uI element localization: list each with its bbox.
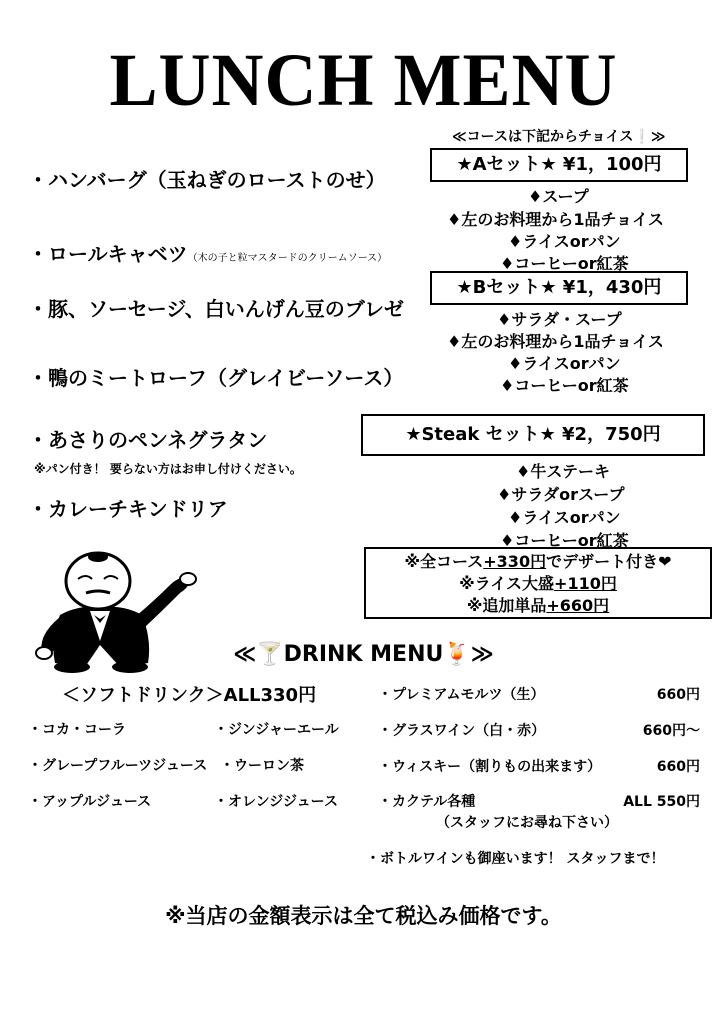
alcohol-item-name: ・プレミアムモルツ（生） [378, 687, 545, 703]
set-b-item: ♦左のお料理から1品チョイス [447, 332, 664, 351]
set-steak-title: ★Steak セット★ ¥2，750円 [361, 414, 705, 456]
set-b-item: ♦コーヒーor紅茶 [500, 376, 629, 395]
drink-menu-title: ≪🍸DRINK MENU🍹≫ [233, 642, 494, 667]
soft-drink-item: ・アップルジュース [28, 794, 152, 810]
dish-gratin: ・あさりのペンネグラタン [28, 428, 268, 452]
soft-drink-item: ・ジンジャーエール [214, 722, 339, 738]
set-b-item: ♦ライスorパン [508, 354, 621, 373]
set-b-title: ★Bセット★ ¥1，430円 [430, 271, 688, 305]
soft-drink-header: ＜ソフトドリンク＞ALL330円 [62, 685, 317, 706]
set-a-item: ♦コーヒーor紅茶 [500, 254, 629, 273]
alcohol-item-price: 660円～ [642, 723, 700, 739]
bottle-wine-note: ・ボトルワインも御座います！ スタッフまで！ [366, 851, 665, 867]
single-line: ※追加単品+660円 [466, 596, 610, 615]
cocktail-note: （スタッフにお尋ね下さい） [436, 815, 618, 831]
tax-note: ※当店の金額表示は全て税込み価格です。 [165, 904, 562, 928]
set-b-item: ♦サラダ・スープ [497, 310, 622, 329]
course-note: ≪コースは下記からチョイス❕≫ [452, 129, 666, 145]
dish-cabbage-roll: ・ロールキャベツ（木の子と粒マスタードのクリームソース） [28, 242, 388, 266]
soft-drink-item: ・コカ・コーラ [28, 722, 126, 738]
alcohol-item-price: 660円 [656, 759, 700, 775]
dish-doria: ・カレーチキンドリア [28, 497, 228, 521]
page-title: LUNCH MENU [109, 38, 618, 122]
set-steak-item: ♦ライスorパン [508, 508, 621, 527]
set-steak-item: ♦牛ステーキ [516, 462, 611, 481]
soft-drink-item: ・ウーロン茶 [220, 758, 304, 774]
bread-note: ※パン付き！ 要らない方はお申し付けください。 [34, 462, 302, 476]
dish-braise: ・豚、ソーセージ、白いんげん豆のブレゼ [28, 297, 404, 321]
soft-drink-item: ・オレンジジュース [214, 794, 338, 810]
alcohol-item-name: ・ウィスキー（割りもの出来ます） [378, 759, 602, 775]
extras-box [364, 547, 712, 619]
set-a-item: ♦ライスorパン [508, 232, 621, 251]
soft-drink-item: ・グレープフルーツジュース [28, 758, 208, 774]
set-a-item: ♦スープ [528, 187, 589, 206]
alcohol-item-name: ・カクテル各種 [378, 794, 476, 810]
alcohol-item-price: ALL 550円 [623, 794, 700, 810]
alcohol-item-price: 660円 [656, 687, 700, 703]
set-a-item: ♦左のお料理から1品チョイス [447, 210, 664, 229]
rice-line: ※ライス大盛+110円 [459, 574, 617, 593]
dish-meatloaf: ・鴨のミートローフ（グレイビーソース） [28, 366, 404, 390]
dessert-line: ※全コース+330円でデザート付き❤ [404, 552, 672, 571]
set-steak-item: ♦サラダorスープ [497, 485, 625, 504]
set-steak-item: ♦コーヒーor紅茶 [500, 531, 629, 550]
alcohol-item-name: ・グラスワイン（白・赤） [378, 723, 546, 739]
dish-hamburg: ・ハンバーグ（玉ねぎのローストのせ） [28, 168, 386, 192]
set-a-title: ★Aセット★ ¥1，100円 [430, 148, 688, 182]
